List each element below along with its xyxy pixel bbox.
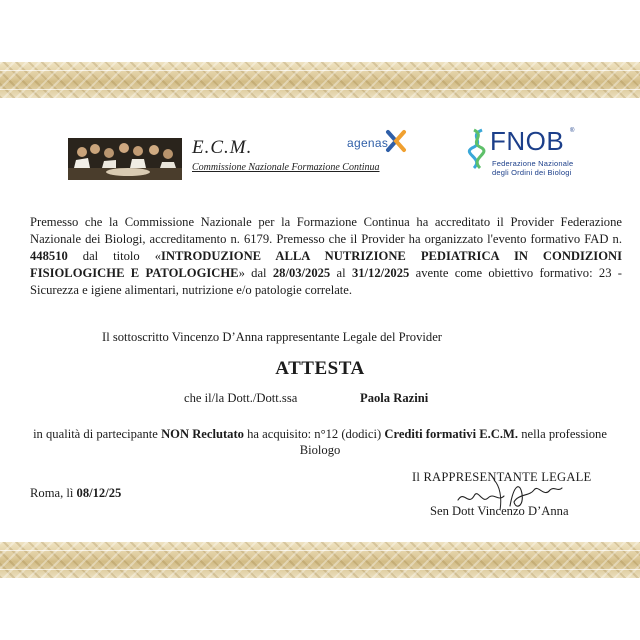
- fnob-registered-mark: ®: [570, 128, 575, 134]
- ecm-logo-title: E.C.M.: [192, 137, 253, 158]
- place-date: [30, 486, 121, 501]
- event-title: INTRODUZIONE ALLA NUTRIZIONE PEDIATRICA IN CONDIZIONI FISIOLOGICHE E PATOLOGICHE: [30, 249, 622, 280]
- premise-text: avente come obiettivo formativo: 23 - Sicurezza e igiene alimentari, nutrizione e/o patologie correlate.: [30, 266, 622, 297]
- participant-name: Paola Razini: [360, 391, 429, 405]
- agenas-logo-text: agenas.: [347, 136, 392, 150]
- premise-text: Premesso che la Commissione Nazionale per la Formazione Continua ha accreditato il Provider Federazione Nazionale dei Biologi, accreditamento n. 6179. Premesso che il Provider ha organizzato l'evento formativo FAD n.: [30, 215, 622, 246]
- legal-representative-title: Il RAPPRESENTANTE LEGALE: [412, 470, 592, 484]
- premise-paragraph: [30, 214, 622, 299]
- premise-text: dal titolo «: [67, 249, 162, 263]
- qualification-text: nella professione Biologo: [299, 427, 607, 457]
- participant-label: che il/la Dott./Dott.ssa: [184, 391, 298, 405]
- credits-label: Crediti formativi E.C.M.: [384, 427, 519, 441]
- qualification-text: in qualità di partecipante: [33, 427, 162, 441]
- qualification-text: ha acquisito: n°12 (dodici): [243, 427, 385, 441]
- event-number: 448510: [30, 249, 68, 263]
- event-end-date: 31/12/2025: [351, 266, 410, 280]
- qualification-statement: [30, 426, 610, 458]
- ecm-logo-painting: [68, 138, 182, 180]
- premise-text: » dal: [238, 266, 273, 280]
- agenas-logo-icon: [384, 129, 408, 153]
- legal-representative-name: Sen Dott Vincenzo D’Anna: [430, 504, 569, 518]
- provider-statement: Il sottoscritto Vincenzo D’Anna rappresentante Legale del Provider: [102, 330, 442, 344]
- participant-status: NON Reclutato: [161, 427, 244, 441]
- fnob-logo-title: FNOB: [490, 126, 565, 156]
- decorative-border-top: [0, 62, 640, 98]
- fnob-logo-subtitle-line2: degli Ordini dei Biologi: [492, 168, 572, 177]
- premise-text: al: [330, 266, 352, 280]
- fnob-logo-subtitle-line1: Federazione Nazionale: [492, 159, 574, 168]
- decorative-border-bottom: [0, 542, 640, 578]
- fnob-logo-icon: [464, 128, 490, 170]
- ecm-logo-subtitle: Commissione Nazionale Formazione Continua: [192, 162, 380, 173]
- issue-date: 08/12/25: [76, 486, 122, 500]
- place-label: Roma, lì: [30, 486, 77, 500]
- attesta-heading: ATTESTA: [275, 358, 365, 379]
- event-start-date: 28/03/2025: [272, 266, 331, 280]
